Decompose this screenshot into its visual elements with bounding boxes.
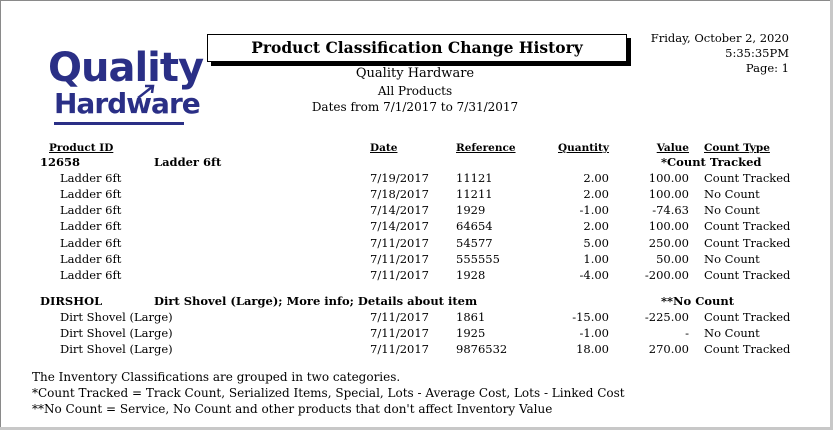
col-header-reference: Reference	[456, 142, 516, 154]
row-reference: 11211	[456, 187, 493, 201]
row-product: Ladder 6ft	[60, 252, 122, 266]
row-count-type: No Count	[704, 203, 760, 217]
row-count-type: No Count	[704, 326, 760, 340]
row-product: Dirt Shovel (Large)	[60, 310, 173, 324]
company-name: Quality Hardware	[355, 66, 475, 81]
group-classification: **No Count	[661, 294, 735, 308]
footnote-intro: The Inventory Classifications are grouped in two categories.	[32, 370, 401, 384]
row-value: -	[685, 326, 689, 340]
col-header-value: Value	[656, 142, 689, 154]
row-reference: 1928	[456, 268, 486, 282]
row-count-type: Count Tracked	[704, 171, 791, 185]
col-header-date: Date	[370, 142, 398, 154]
row-quantity: -1.00	[579, 326, 609, 340]
row-value: 270.00	[648, 342, 689, 356]
row-reference: 1861	[456, 310, 486, 324]
report-scope: All Products	[377, 84, 453, 98]
row-product: Dirt Shovel (Large)	[60, 326, 173, 340]
row-value: 100.00	[648, 187, 689, 201]
row-date: 7/11/2017	[370, 326, 429, 340]
row-product: Ladder 6ft	[60, 171, 122, 185]
row-date: 7/14/2017	[370, 203, 429, 217]
col-header-quantity: Quantity	[557, 142, 609, 154]
row-count-type: Count Tracked	[704, 310, 791, 324]
row-quantity: 2.00	[583, 187, 609, 201]
row-reference: 1929	[456, 203, 486, 217]
footnote-no-count: **No Count = Service, No Count and other products that don't affect Inventory Value	[32, 402, 553, 416]
row-quantity: 18.00	[576, 342, 609, 356]
row-value: 250.00	[648, 236, 689, 250]
print-date: Friday, October 2, 2020	[650, 31, 789, 45]
page-number: Page: 1	[745, 61, 789, 75]
row-value: -200.00	[644, 268, 689, 282]
row-value: 50.00	[656, 252, 689, 266]
row-date: 7/11/2017	[370, 268, 429, 282]
row-date: 7/11/2017	[370, 342, 429, 356]
row-date: 7/14/2017	[370, 219, 429, 233]
group-product-id: 12658	[40, 155, 81, 169]
row-product: Ladder 6ft	[60, 219, 122, 233]
group-classification: *Count Tracked	[661, 155, 762, 169]
row-quantity: -15.00	[572, 310, 609, 324]
row-reference: 11121	[456, 171, 493, 185]
row-count-type: Count Tracked	[704, 219, 791, 233]
row-quantity: -1.00	[579, 203, 609, 217]
col-header-count-type: Count Type	[704, 142, 770, 154]
group-product-id: DIRSHOL	[40, 294, 103, 308]
logo-underline	[54, 122, 184, 125]
row-product: Dirt Shovel (Large)	[60, 342, 173, 356]
row-count-type: Count Tracked	[704, 236, 791, 250]
row-count-type: No Count	[704, 187, 760, 201]
row-date: 7/19/2017	[370, 171, 429, 185]
row-count-type: No Count	[704, 252, 760, 266]
row-value: 100.00	[648, 171, 689, 185]
row-product: Ladder 6ft	[60, 268, 122, 282]
row-count-type: Count Tracked	[704, 342, 791, 356]
row-reference: 555555	[456, 252, 500, 266]
logo-text-quality: Quality	[48, 45, 204, 91]
row-date: 7/18/2017	[370, 187, 429, 201]
row-date: 7/11/2017	[370, 236, 429, 250]
row-product: Ladder 6ft	[60, 203, 122, 217]
date-range: Dates from 7/1/2017 to 7/31/2017	[311, 100, 519, 114]
row-quantity: 2.00	[583, 219, 609, 233]
logo-text-hardware: Hardware	[54, 87, 200, 120]
row-date: 7/11/2017	[370, 310, 429, 324]
print-time: 5:35:35PM	[725, 46, 789, 60]
company-logo	[48, 45, 204, 126]
row-date: 7/11/2017	[370, 252, 429, 266]
row-product: Ladder 6ft	[60, 236, 122, 250]
row-count-type: Count Tracked	[704, 268, 791, 282]
row-quantity: 5.00	[583, 236, 609, 250]
footnotes	[32, 369, 625, 417]
col-header-product-id: Product ID	[49, 142, 114, 154]
row-quantity: 1.00	[583, 252, 609, 266]
row-value: -225.00	[644, 310, 689, 324]
row-quantity: -4.00	[579, 268, 609, 282]
row-quantity: 2.00	[583, 171, 609, 185]
row-reference: 54577	[456, 236, 493, 250]
row-reference: 1925	[456, 326, 486, 340]
group-product-name: Ladder 6ft	[154, 155, 222, 169]
group-product-name: Dirt Shovel (Large); More info; Details about item	[154, 294, 478, 308]
row-reference: 64654	[456, 219, 493, 233]
row-value: -74.63	[652, 203, 689, 217]
report-title: Product Classification Change History	[207, 34, 627, 62]
row-value: 100.00	[648, 219, 689, 233]
row-reference: 9876532	[456, 342, 508, 356]
footnote-count-tracked: *Count Tracked = Track Count, Serialized Items, Special, Lots - Average Cost, Lots - Linked Cost	[32, 386, 625, 400]
row-product: Ladder 6ft	[60, 187, 122, 201]
